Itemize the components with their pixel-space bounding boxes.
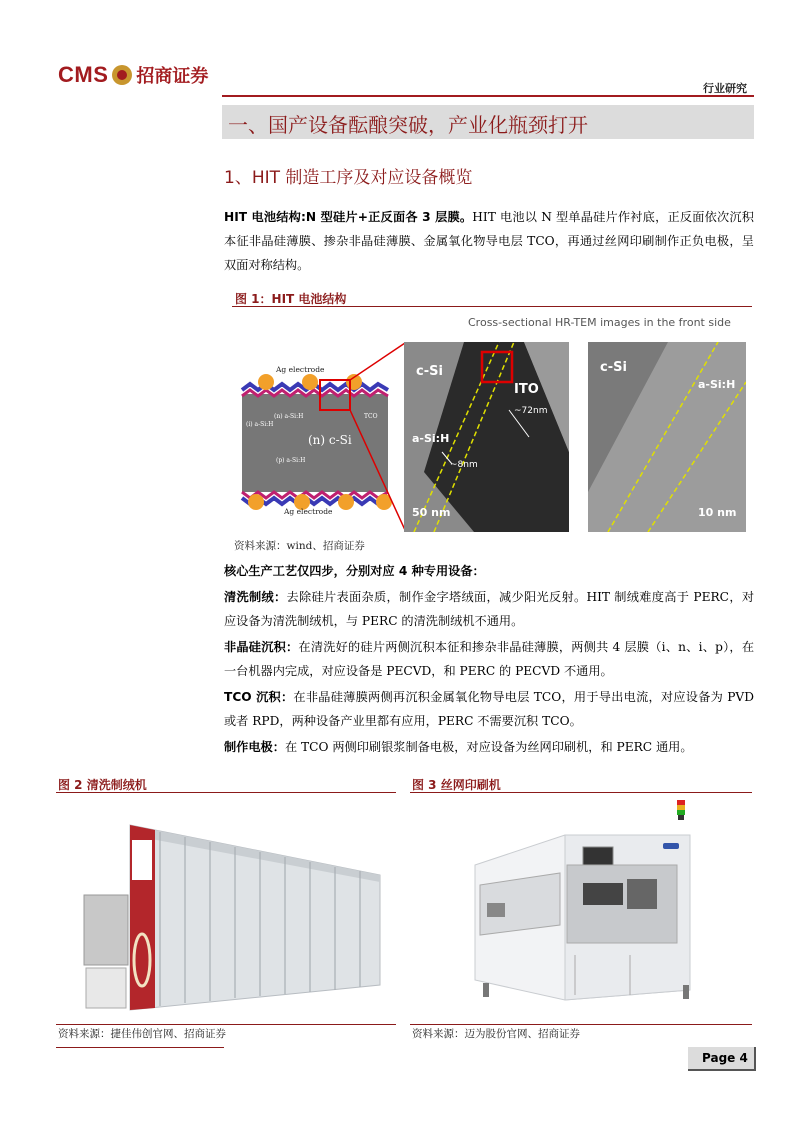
label-p-asi: (p) a-Si:H [276,457,306,464]
label-csi: (n) c-Si [308,433,352,447]
figure1-caption: 图 1：HIT 电池结构 [235,292,347,306]
tem-image-2 [588,342,746,532]
step-4-text: 在 TCO 两侧印刷银浆制备电极，对应设备为丝网印刷机，和 PERC 通用。 [284,740,693,754]
cleaning-texturing-machine-image [70,800,400,1015]
label-n-asi: (n) a-Si:H [274,413,304,420]
tem1-label-ito: ITO [514,382,539,397]
label-ag-bottom: Ag electrode [284,507,333,516]
process-heading: 核心生产工艺仅四步，分别对应 4 种专用设备： [224,564,485,578]
figure3-rule [410,792,752,793]
process-step-2 [224,635,754,683]
figure3-caption: 图 3 丝网印刷机 [412,778,501,792]
process-step-1 [224,585,754,633]
tem-title: Cross-sectional HR-TEM images in the front side [468,316,731,329]
tem1-label-72nm: ~72nm [514,406,548,416]
tem2-label-csi: c-Si [600,360,627,375]
header-divider [222,95,754,97]
intro-lead: HIT 电池结构:N 型硅片+正反面各 3 层膜。 [224,210,473,224]
tem1-label-8nm: ~8nm [450,460,478,470]
report-category: 行业研究 [703,82,747,95]
logo-latin: CMS [58,62,109,87]
figure2-bottom-rule [56,1024,396,1025]
ag-electrode-top-1 [258,374,274,390]
screen-printing-machine-image [455,795,705,1015]
figure3-source: 资料来源：迈为股份官网、招商证券 [412,1028,580,1040]
ag-electrode-bottom-1 [248,494,264,510]
label-i-asi: (i) a-Si:H [246,421,274,428]
company-logo [58,60,208,90]
page-number: Page 4 [702,1051,748,1065]
tem-image-1 [404,342,569,532]
process-step-3 [224,685,754,733]
figure1-rule [232,306,752,307]
label-ag-top: Ag electrode [276,365,325,374]
logo-chinese: 招商证券 [136,66,209,87]
process-step-4 [224,735,754,759]
section-title: 一、国产设备酝酿突破，产业化瓶颈打开 [228,113,588,137]
step-3-text: 在非晶硅薄膜两侧再沉积金属氧化物导电层 TCO，用于导出电流，对应设备为 PVD 或者 RPD，两种设备产业里都有应用，PERC 不需要沉积 TCO。 [224,690,754,728]
figure1-source: 资料来源：wind、招商证券 [234,540,365,552]
step-2-text: 在清洗好的硅片两侧沉积本征和掺杂非晶硅薄膜，两侧共 4 层膜（i、n、i、p），在一台机器内完成，对应设备是 PECVD，和 PERC 的 PECVD 不通用。 [224,640,755,678]
logo-emblem-icon [112,65,132,85]
step-3-name: TCO 沉积： [224,690,294,704]
figure2-source: 资料来源：捷佳伟创官网、招商证券 [58,1028,226,1040]
tem2-label-asi: a-Si:H [698,378,736,391]
figure2-rule [56,792,396,793]
tem1-scale-bar: 50 nm [412,506,451,519]
step-1-text: 去除硅片表面杂质，制作金字塔绒面，减少阳光反射。HIT 制绒难度高于 PERC，对应设备为清洗制绒机，与 PERC 的清洗制绒机不通用。 [224,590,755,628]
subsection-title: 1、HIT 制造工序及对应设备概览 [224,168,473,188]
tem2-scale-bar: 10 nm [698,506,737,519]
step-4-name: 制作电极： [224,740,285,754]
tem1-label-csi: c-Si [416,364,443,379]
label-tco: TCO [364,413,378,420]
step-1-name: 清洗制绒： [224,590,287,604]
tem1-label-asi: a-Si:H [412,432,450,445]
intro-paragraph [224,205,754,277]
figure2-caption: 图 2 清洗制绒机 [58,778,147,792]
step-2-name: 非晶硅沉积： [224,640,299,654]
ag-electrode-top-2 [302,374,318,390]
figure3-bottom-rule [410,1024,752,1025]
zoom-connector [350,340,410,535]
intro-body: HIT 电池以 N 型单晶硅片作衬底，正反面依次沉积本征非晶硅薄膜、掺杂非晶硅薄膜、金属氧化物导电层 TCO，再通过丝网印刷制作正负电极，呈双面对称结构。 [224,210,754,272]
footnote-rule [56,1047,224,1048]
